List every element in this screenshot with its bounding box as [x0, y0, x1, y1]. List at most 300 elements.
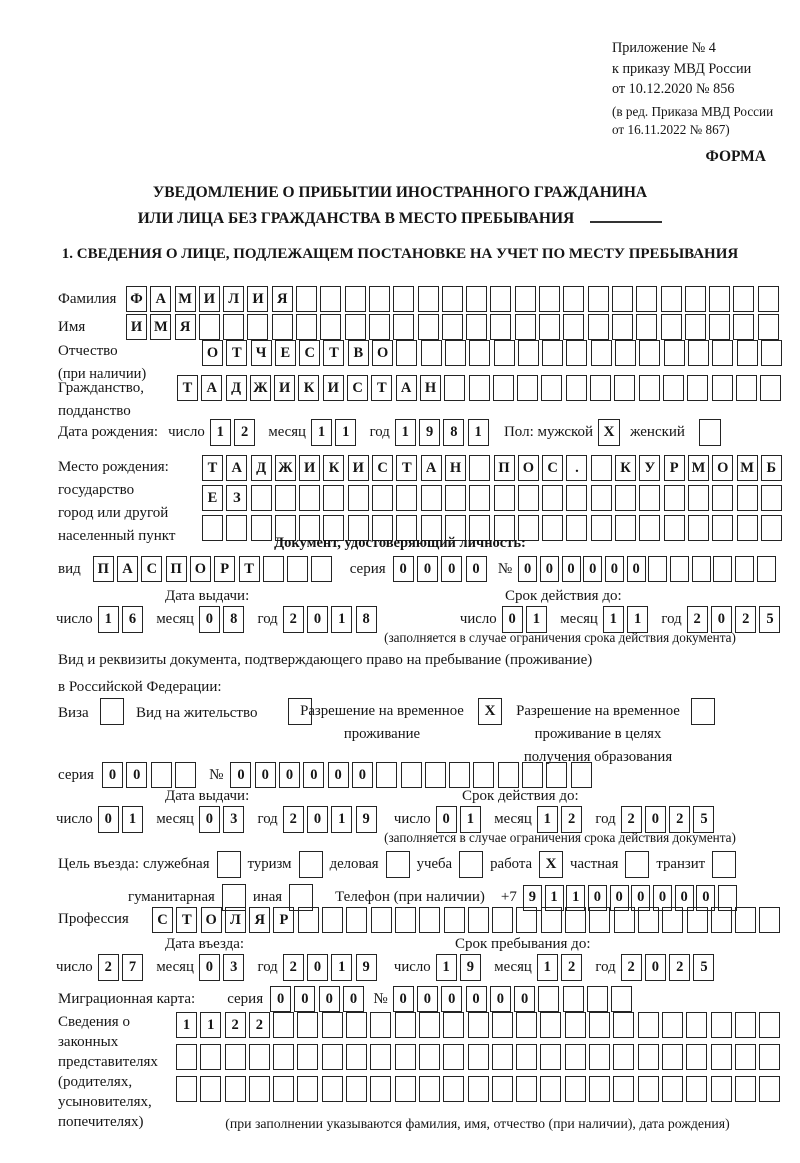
char-box[interactable] [761, 485, 782, 511]
char-box[interactable]: Я [175, 314, 196, 340]
char-box[interactable]: 1 [200, 1012, 221, 1038]
char-box[interactable] [636, 314, 657, 340]
char-box[interactable] [175, 762, 196, 788]
char-box[interactable]: 1 [331, 954, 352, 981]
char-box[interactable] [445, 485, 466, 511]
char-box[interactable]: Е [275, 340, 296, 366]
char-box[interactable] [468, 1012, 489, 1038]
char-box[interactable] [287, 556, 308, 582]
char-box[interactable] [539, 286, 560, 312]
char-box[interactable]: Т [177, 375, 198, 401]
char-box[interactable] [249, 1076, 270, 1102]
char-box[interactable] [176, 1044, 197, 1070]
char-box[interactable]: 1 [566, 885, 585, 911]
char-box[interactable]: 0 [319, 986, 340, 1012]
char-box[interactable] [469, 375, 490, 401]
char-box[interactable] [590, 375, 611, 401]
char-box[interactable] [322, 1012, 343, 1038]
char-box[interactable]: 0 [583, 556, 602, 582]
char-box[interactable]: И [126, 314, 147, 340]
char-box[interactable] [638, 1044, 659, 1070]
char-box[interactable]: Я [272, 286, 293, 312]
char-box[interactable] [761, 340, 782, 366]
char-box[interactable] [639, 485, 660, 511]
char-box[interactable]: 0 [307, 954, 328, 981]
char-box[interactable]: Л [223, 286, 244, 312]
char-box[interactable]: 1 [460, 806, 481, 833]
char-box[interactable] [589, 1076, 610, 1102]
char-box[interactable] [273, 1012, 294, 1038]
char-box[interactable]: 0 [441, 986, 462, 1012]
char-box[interactable] [662, 1076, 683, 1102]
char-box[interactable] [541, 907, 562, 933]
char-box[interactable]: 0 [255, 762, 276, 788]
char-box[interactable]: 2 [225, 1012, 246, 1038]
char-box[interactable] [539, 314, 560, 340]
char-box[interactable] [565, 1044, 586, 1070]
char-box[interactable]: Д [251, 455, 272, 481]
char-box[interactable]: 2 [621, 806, 642, 833]
char-box[interactable]: 0 [562, 556, 581, 582]
char-box[interactable] [540, 1076, 561, 1102]
char-box[interactable]: 0 [540, 556, 559, 582]
char-box[interactable] [591, 485, 612, 511]
char-box[interactable] [613, 1076, 634, 1102]
char-box[interactable] [540, 1012, 561, 1038]
char-box[interactable] [733, 314, 754, 340]
char-box[interactable] [563, 286, 584, 312]
char-box[interactable]: 1 [537, 954, 558, 981]
char-box[interactable]: 0 [393, 556, 414, 582]
char-box[interactable] [443, 1044, 464, 1070]
char-box[interactable] [444, 375, 465, 401]
char-box[interactable]: 0 [294, 986, 315, 1012]
char-box[interactable] [249, 1044, 270, 1070]
char-box[interactable]: 2 [669, 954, 690, 981]
checkbox-study[interactable] [459, 851, 483, 878]
char-box[interactable]: 1 [537, 806, 558, 833]
char-box[interactable] [466, 314, 487, 340]
char-box[interactable]: С [299, 340, 320, 366]
char-box[interactable]: И [199, 286, 220, 312]
char-box[interactable]: 0 [627, 556, 646, 582]
char-box[interactable] [639, 340, 660, 366]
char-box[interactable] [566, 485, 587, 511]
char-box[interactable]: . [566, 455, 587, 481]
char-box[interactable] [692, 556, 711, 582]
char-box[interactable] [615, 340, 636, 366]
char-box[interactable] [395, 1012, 416, 1038]
char-box[interactable] [711, 1044, 732, 1070]
char-box[interactable] [565, 1012, 586, 1038]
char-box[interactable] [711, 1012, 732, 1038]
char-box[interactable] [322, 1076, 343, 1102]
char-box[interactable]: 0 [393, 986, 414, 1012]
char-box[interactable] [516, 1076, 537, 1102]
char-box[interactable] [200, 1076, 221, 1102]
char-box[interactable]: З [226, 485, 247, 511]
char-box[interactable] [737, 340, 758, 366]
char-box[interactable] [369, 286, 390, 312]
char-box[interactable] [712, 340, 733, 366]
char-box[interactable]: К [298, 375, 319, 401]
char-box[interactable] [587, 986, 608, 1012]
char-box[interactable] [370, 1012, 391, 1038]
char-box[interactable] [589, 1012, 610, 1038]
char-box[interactable] [273, 1076, 294, 1102]
char-box[interactable] [518, 340, 539, 366]
char-box[interactable] [320, 286, 341, 312]
char-box[interactable]: Ж [275, 455, 296, 481]
checkbox-transit[interactable] [712, 851, 736, 878]
char-box[interactable] [151, 762, 172, 788]
char-box[interactable] [443, 1076, 464, 1102]
char-box[interactable] [565, 907, 586, 933]
char-box[interactable]: 0 [279, 762, 300, 788]
char-box[interactable] [758, 314, 779, 340]
char-box[interactable] [538, 986, 559, 1012]
char-box[interactable] [492, 907, 513, 933]
char-box[interactable] [759, 1044, 780, 1070]
char-box[interactable] [320, 314, 341, 340]
char-box[interactable] [613, 1044, 634, 1070]
char-box[interactable]: Т [371, 375, 392, 401]
char-box[interactable]: 0 [307, 806, 328, 833]
char-box[interactable]: 1 [335, 419, 356, 446]
char-box[interactable] [492, 1076, 513, 1102]
char-box[interactable]: И [299, 455, 320, 481]
char-box[interactable]: Т [323, 340, 344, 366]
char-box[interactable] [540, 1044, 561, 1070]
char-box[interactable] [565, 1076, 586, 1102]
char-box[interactable] [346, 1044, 367, 1070]
char-box[interactable]: 0 [102, 762, 123, 788]
char-box[interactable]: 0 [631, 885, 650, 911]
char-box[interactable] [546, 762, 567, 788]
char-box[interactable]: 2 [621, 954, 642, 981]
char-box[interactable] [225, 1044, 246, 1070]
char-box[interactable] [251, 485, 272, 511]
char-box[interactable]: 0 [98, 806, 119, 833]
char-box[interactable] [735, 556, 754, 582]
char-box[interactable] [449, 762, 470, 788]
char-box[interactable] [494, 340, 515, 366]
char-box[interactable] [473, 762, 494, 788]
char-box[interactable] [273, 1044, 294, 1070]
char-box[interactable]: 2 [561, 806, 582, 833]
char-box[interactable] [176, 1076, 197, 1102]
char-box[interactable] [686, 1076, 707, 1102]
char-box[interactable] [419, 1076, 440, 1102]
char-box[interactable]: А [226, 455, 247, 481]
char-box[interactable]: 5 [693, 806, 714, 833]
char-box[interactable] [345, 286, 366, 312]
char-box[interactable] [735, 1076, 756, 1102]
char-box[interactable]: 1 [311, 419, 332, 446]
char-box[interactable] [348, 485, 369, 511]
char-box[interactable]: 9 [523, 885, 542, 911]
char-box[interactable]: Б [761, 455, 782, 481]
char-box[interactable] [372, 485, 393, 511]
char-box[interactable] [469, 455, 490, 481]
char-box[interactable] [591, 340, 612, 366]
checkbox-business[interactable] [386, 851, 410, 878]
char-box[interactable]: Я [249, 907, 270, 933]
char-box[interactable]: 0 [514, 986, 535, 1012]
char-box[interactable] [639, 375, 660, 401]
char-box[interactable] [493, 375, 514, 401]
checkbox-temporary-residence-education[interactable] [691, 698, 715, 725]
char-box[interactable]: 0 [199, 606, 220, 633]
char-box[interactable]: О [712, 455, 733, 481]
char-box[interactable]: О [518, 455, 539, 481]
char-box[interactable] [396, 340, 417, 366]
char-box[interactable] [299, 485, 320, 511]
char-box[interactable]: Т [226, 340, 247, 366]
char-box[interactable] [563, 986, 584, 1012]
char-box[interactable] [688, 485, 709, 511]
checkbox-temporary-residence[interactable]: X [478, 698, 502, 725]
char-box[interactable]: 0 [343, 986, 364, 1012]
char-box[interactable] [421, 485, 442, 511]
char-box[interactable] [711, 907, 732, 933]
char-box[interactable] [297, 1044, 318, 1070]
char-box[interactable] [638, 1076, 659, 1102]
char-box[interactable]: 2 [687, 606, 708, 633]
char-box[interactable]: Р [664, 455, 685, 481]
char-box[interactable] [445, 340, 466, 366]
char-box[interactable] [466, 286, 487, 312]
char-box[interactable]: 3 [223, 806, 244, 833]
char-box[interactable]: 1 [603, 606, 624, 633]
char-box[interactable] [370, 1076, 391, 1102]
char-box[interactable]: А [201, 375, 222, 401]
char-box[interactable]: 6 [122, 606, 143, 633]
char-box[interactable] [712, 485, 733, 511]
char-box[interactable]: Ф [126, 286, 147, 312]
char-box[interactable]: М [175, 286, 196, 312]
char-box[interactable] [648, 556, 667, 582]
char-box[interactable] [396, 485, 417, 511]
char-box[interactable] [247, 314, 268, 340]
char-box[interactable] [613, 1012, 634, 1038]
char-box[interactable] [468, 907, 489, 933]
char-box[interactable]: 0 [307, 606, 328, 633]
char-box[interactable] [685, 286, 706, 312]
checkbox-visa[interactable] [100, 698, 124, 725]
char-box[interactable] [393, 314, 414, 340]
char-box[interactable]: И [247, 286, 268, 312]
char-box[interactable]: 9 [356, 806, 377, 833]
char-box[interactable]: 1 [468, 419, 489, 446]
char-box[interactable] [759, 1012, 780, 1038]
checkbox-male[interactable]: X [598, 419, 620, 446]
char-box[interactable] [498, 762, 519, 788]
char-box[interactable] [563, 314, 584, 340]
char-box[interactable] [566, 375, 587, 401]
char-box[interactable] [296, 286, 317, 312]
char-box[interactable]: 0 [270, 986, 291, 1012]
char-box[interactable]: 0 [675, 885, 694, 911]
char-box[interactable]: 9 [356, 954, 377, 981]
char-box[interactable] [490, 286, 511, 312]
char-box[interactable] [664, 340, 685, 366]
char-box[interactable] [735, 907, 756, 933]
char-box[interactable] [737, 485, 758, 511]
checkbox-work[interactable]: X [539, 851, 563, 878]
char-box[interactable]: 2 [98, 954, 119, 981]
char-box[interactable]: Ч [251, 340, 272, 366]
char-box[interactable] [614, 375, 635, 401]
char-box[interactable] [735, 1044, 756, 1070]
char-box[interactable]: 1 [627, 606, 648, 633]
char-box[interactable] [490, 314, 511, 340]
char-box[interactable] [571, 762, 592, 788]
char-box[interactable]: Т [176, 907, 197, 933]
char-box[interactable] [442, 286, 463, 312]
char-box[interactable] [444, 907, 465, 933]
char-box[interactable]: 1 [395, 419, 416, 446]
char-box[interactable]: С [152, 907, 173, 933]
char-box[interactable]: 2 [249, 1012, 270, 1038]
char-box[interactable] [615, 485, 636, 511]
char-box[interactable]: 0 [417, 986, 438, 1012]
char-box[interactable] [688, 340, 709, 366]
char-box[interactable]: 5 [759, 606, 780, 633]
char-box[interactable] [712, 375, 733, 401]
char-box[interactable] [223, 314, 244, 340]
char-box[interactable]: 1 [331, 806, 352, 833]
char-box[interactable] [346, 907, 367, 933]
char-box[interactable]: О [202, 340, 223, 366]
char-box[interactable]: П [93, 556, 114, 582]
char-box[interactable]: 8 [356, 606, 377, 633]
char-box[interactable] [346, 1076, 367, 1102]
char-box[interactable]: 0 [466, 986, 487, 1012]
char-box[interactable] [611, 986, 632, 1012]
char-box[interactable]: 1 [331, 606, 352, 633]
char-box[interactable]: 2 [283, 606, 304, 633]
char-box[interactable] [421, 340, 442, 366]
char-box[interactable]: 0 [605, 556, 624, 582]
char-box[interactable]: 2 [669, 806, 690, 833]
char-box[interactable]: 0 [199, 806, 220, 833]
char-box[interactable] [661, 286, 682, 312]
char-box[interactable] [541, 375, 562, 401]
char-box[interactable] [369, 314, 390, 340]
char-box[interactable] [418, 286, 439, 312]
char-box[interactable] [612, 286, 633, 312]
char-box[interactable]: 0 [653, 885, 672, 911]
char-box[interactable] [686, 1044, 707, 1070]
char-box[interactable]: 3 [223, 954, 244, 981]
char-box[interactable]: 0 [711, 606, 732, 633]
char-box[interactable]: Л [225, 907, 246, 933]
char-box[interactable]: А [150, 286, 171, 312]
char-box[interactable] [516, 907, 537, 933]
char-box[interactable]: 2 [283, 954, 304, 981]
checkbox-female[interactable] [699, 419, 721, 446]
char-box[interactable] [663, 375, 684, 401]
char-box[interactable]: Н [420, 375, 441, 401]
char-box[interactable] [419, 907, 440, 933]
char-box[interactable] [395, 1044, 416, 1070]
char-box[interactable]: М [737, 455, 758, 481]
char-box[interactable] [661, 314, 682, 340]
char-box[interactable]: 1 [122, 806, 143, 833]
char-box[interactable]: 0 [230, 762, 251, 788]
char-box[interactable]: 2 [283, 806, 304, 833]
char-box[interactable] [469, 340, 490, 366]
char-box[interactable]: И [274, 375, 295, 401]
char-box[interactable] [759, 907, 780, 933]
char-box[interactable]: Р [214, 556, 235, 582]
char-box[interactable] [370, 1044, 391, 1070]
char-box[interactable]: 2 [735, 606, 756, 633]
char-box[interactable]: А [396, 375, 417, 401]
char-box[interactable] [376, 762, 397, 788]
char-box[interactable]: 0 [466, 556, 487, 582]
char-box[interactable] [492, 1044, 513, 1070]
char-box[interactable]: О [372, 340, 393, 366]
char-box[interactable]: М [688, 455, 709, 481]
char-box[interactable]: П [166, 556, 187, 582]
char-box[interactable]: 0 [436, 806, 457, 833]
char-box[interactable]: 9 [460, 954, 481, 981]
char-box[interactable]: И [323, 375, 344, 401]
char-box[interactable]: С [542, 455, 563, 481]
char-box[interactable] [225, 1076, 246, 1102]
char-box[interactable]: И [348, 455, 369, 481]
char-box[interactable] [492, 1012, 513, 1038]
char-box[interactable]: 1 [210, 419, 231, 446]
char-box[interactable] [322, 1044, 343, 1070]
char-box[interactable] [297, 1076, 318, 1102]
char-box[interactable]: 2 [234, 419, 255, 446]
char-box[interactable]: 1 [98, 606, 119, 633]
char-box[interactable]: Р [273, 907, 294, 933]
char-box[interactable] [298, 907, 319, 933]
char-box[interactable]: Ж [250, 375, 271, 401]
char-box[interactable]: 0 [645, 806, 666, 833]
char-box[interactable] [589, 907, 610, 933]
char-box[interactable] [263, 556, 284, 582]
char-box[interactable] [395, 907, 416, 933]
char-box[interactable] [419, 1044, 440, 1070]
char-box[interactable] [393, 286, 414, 312]
char-box[interactable] [614, 907, 635, 933]
char-box[interactable] [566, 340, 587, 366]
char-box[interactable]: У [639, 455, 660, 481]
char-box[interactable] [425, 762, 446, 788]
char-box[interactable]: 0 [490, 986, 511, 1012]
char-box[interactable] [515, 286, 536, 312]
char-box[interactable] [758, 286, 779, 312]
char-box[interactable] [662, 1044, 683, 1070]
char-box[interactable] [760, 375, 781, 401]
char-box[interactable]: О [190, 556, 211, 582]
char-box[interactable] [662, 907, 683, 933]
char-box[interactable] [711, 1076, 732, 1102]
char-box[interactable] [401, 762, 422, 788]
char-box[interactable]: 0 [352, 762, 373, 788]
char-box[interactable] [443, 1012, 464, 1038]
char-box[interactable]: О [201, 907, 222, 933]
char-box[interactable] [371, 907, 392, 933]
char-box[interactable] [713, 556, 732, 582]
char-box[interactable] [468, 1076, 489, 1102]
char-box[interactable]: 1 [545, 885, 564, 911]
